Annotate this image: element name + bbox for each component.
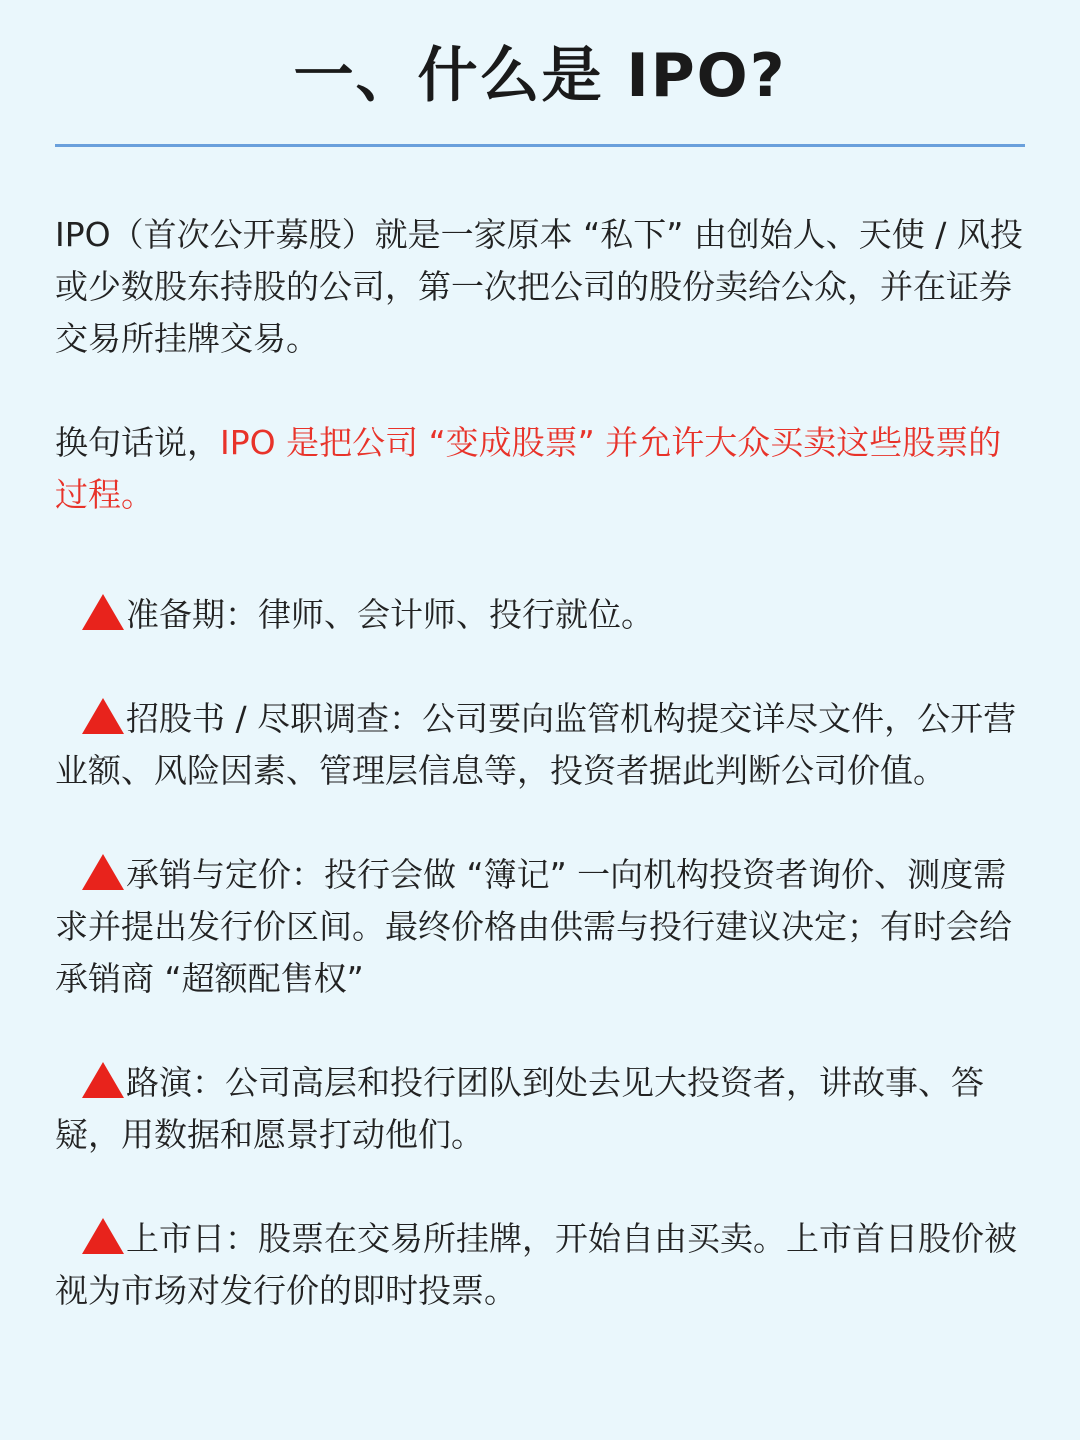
page-title: 一、什么是 IPO? <box>293 41 787 111</box>
red-triangle-icon <box>82 698 124 734</box>
step-text: 上市日：股票在交易所挂牌，开始自由买卖。上市首日股价被视为市场对发行价的即时投票。 <box>55 1219 1017 1310</box>
red-triangle-icon <box>82 854 124 890</box>
step-item <box>55 1057 1025 1161</box>
step-text: 路演：公司高层和投行团队到处去见大投资者，讲故事、答疑，用数据和愿景打动他们。 <box>55 1063 984 1154</box>
step-item <box>55 693 1025 797</box>
intro-paragraph: IPO（首次公开募股）就是一家原本 “私下” 由创始人、天使 / 风投或少数股东持股的公司，第一次把公司的股份卖给公众，并在证券交易所挂牌交易。 <box>55 215 1023 358</box>
step-text: 承销与定价：投行会做 “簿记” 一向机构投资者询价、测度需求并提出发行价区间。最终价格由供需与投行建议决定；有时会给承销商 “超额配售权” <box>55 855 1012 998</box>
step-item <box>55 589 1025 641</box>
restate-paragraph <box>55 417 1025 521</box>
red-triangle-icon <box>82 594 124 630</box>
step-text: 准备期：律师、会计师、投行就位。 <box>126 595 654 634</box>
red-triangle-icon <box>82 1062 124 1098</box>
step-item <box>55 1213 1025 1317</box>
step-text: 招股书 / 尽职调查：公司要向监管机构提交详尽文件，公开营业额、风险因素、管理层信息等，投资者据此判断公司价值。 <box>55 699 1017 790</box>
red-triangle-icon <box>82 1218 124 1254</box>
title-divider <box>55 144 1025 147</box>
restate-highlight: IPO 是把公司 “变成股票” 并允许大众买卖这些股票的过程。 <box>55 423 1002 514</box>
step-item <box>55 849 1025 1005</box>
restate-prefix: 换句话说， <box>55 423 220 462</box>
